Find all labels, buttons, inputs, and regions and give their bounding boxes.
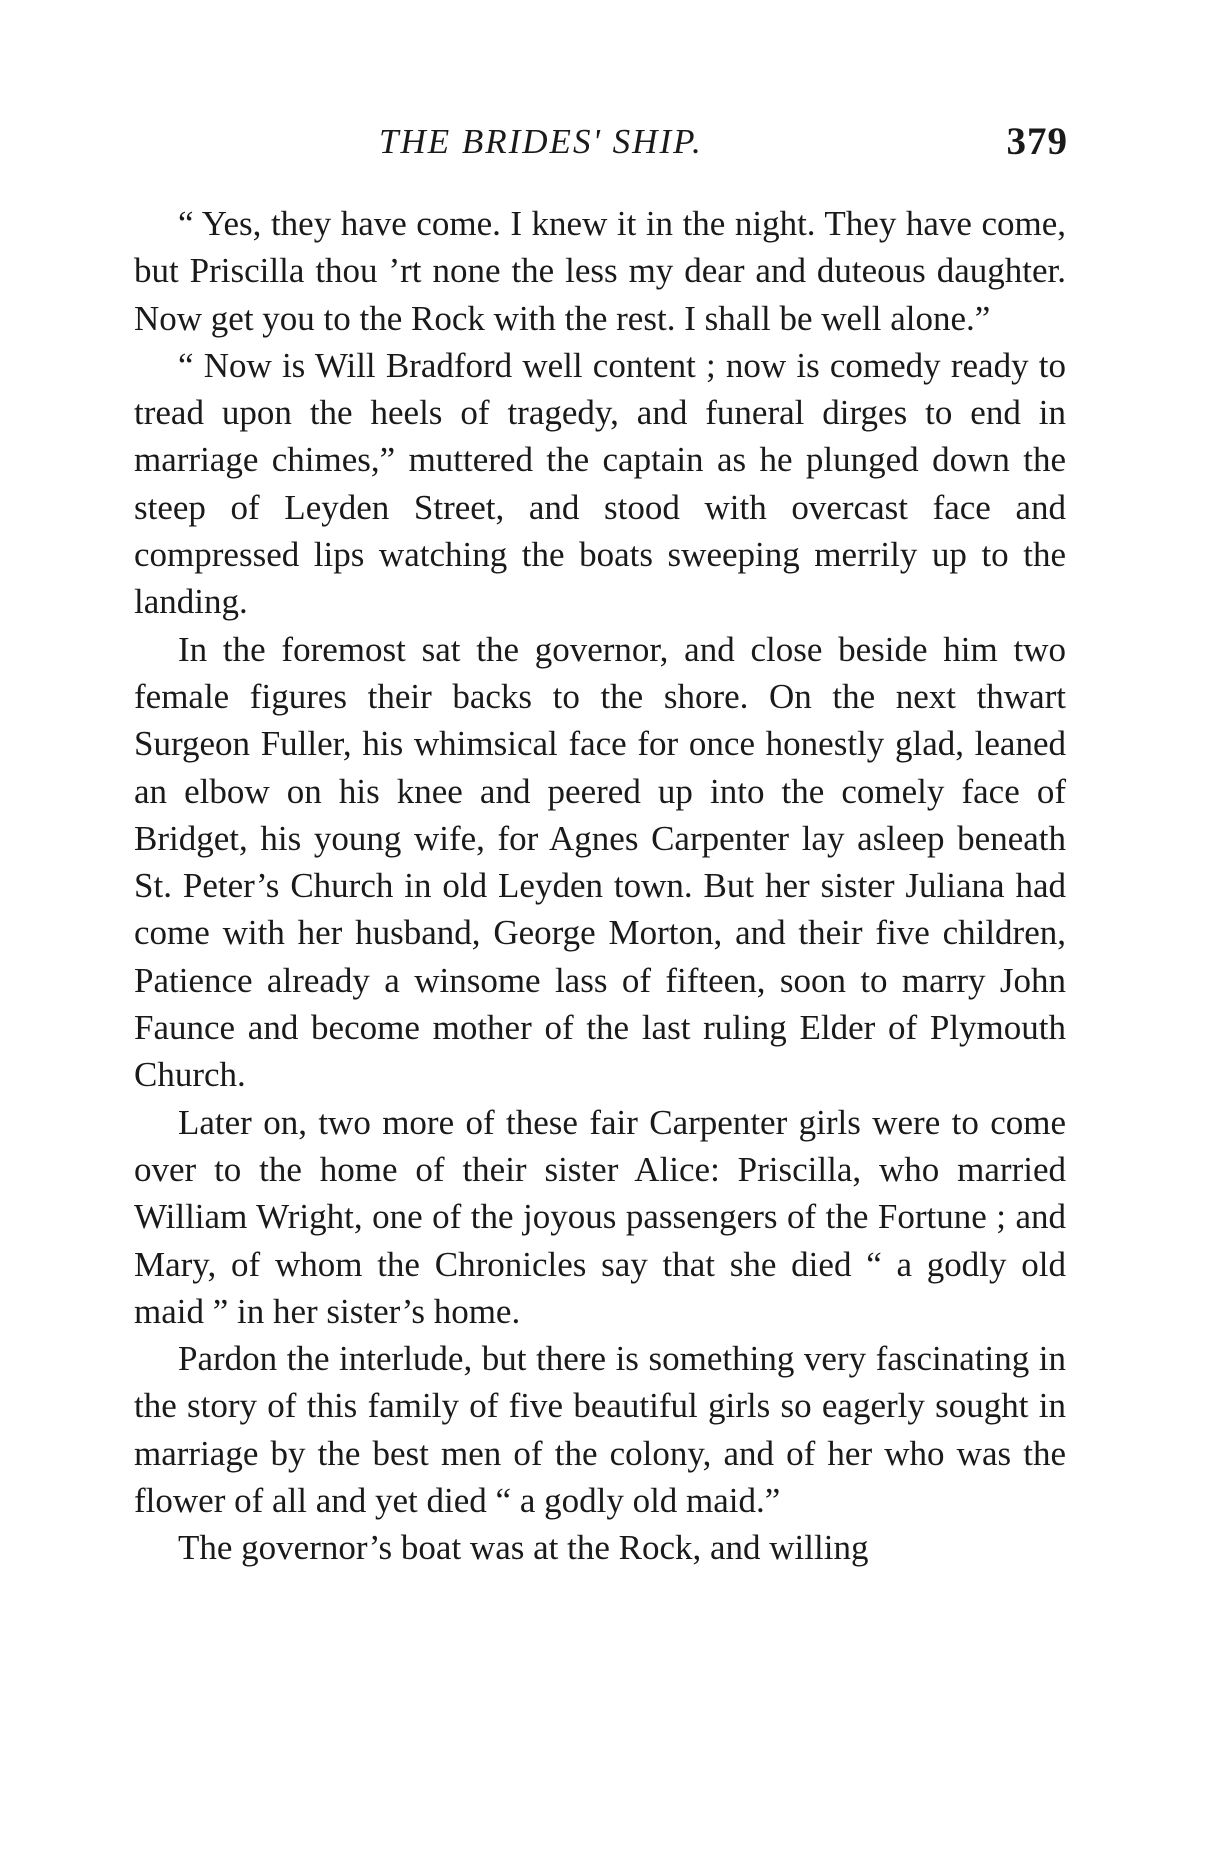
page-header	[132, 122, 1074, 172]
body-text	[134, 200, 1066, 1572]
running-title: THE BRIDES' SHIP.	[379, 122, 703, 161]
page-number: 379	[1006, 120, 1068, 163]
paragraph: “ Now is Will Bradford well content ; now is comedy ready to tread upon the heels of tragedy, and funeral dirges to end in marriage chimes,” muttered the captain as he plunged down the steep of Leyden Street, and stood with overcast face and compressed lips watching the boats sweeping merrily up to the landing.	[134, 345, 1066, 622]
paragraph: The governor’s boat was at the Rock, and willing	[178, 1528, 869, 1568]
paragraph: Later on, two more of these fair Carpenter girls were to come over to the home of their sister Alice: Priscilla, who married William Wright, one of the joyous passengers of the Fortune ; and Mary, of whom the Chronicles say that she died “ a godly old maid ” in her sister’s home.	[134, 1102, 1066, 1331]
paragraph: “ Yes, they have come. I knew it in the night. They have come, but Priscilla thou ’rt none the less my dear and duteous daughter. Now get you to the Rock with the rest. I shall be well alone.”	[134, 204, 1066, 338]
paragraph: Pardon the interlude, but there is something very fascinating in the story of this family of five beautiful girls so eagerly sought in marriage by the best men of the colony, and of her who was the flower of all and yet died “ a godly old maid.”	[134, 1339, 1066, 1521]
paragraph: In the foremost sat the governor, and close beside him two female figures their backs to the shore. On the next thwart Surgeon Fuller, his whimsical face for once honestly glad, leaned an elbow on his knee and peered up into the comely face of Bridget, his young wife, for Agnes Carpenter lay asleep beneath St. Peter’s Church in old Leyden town. But her sister Juliana had come with her husband, George Morton, and their five children, Patience already a winsome lass of fifteen, soon to marry John Faunce and become mother of the last ruling Elder of Plymouth Church.	[134, 629, 1066, 1095]
